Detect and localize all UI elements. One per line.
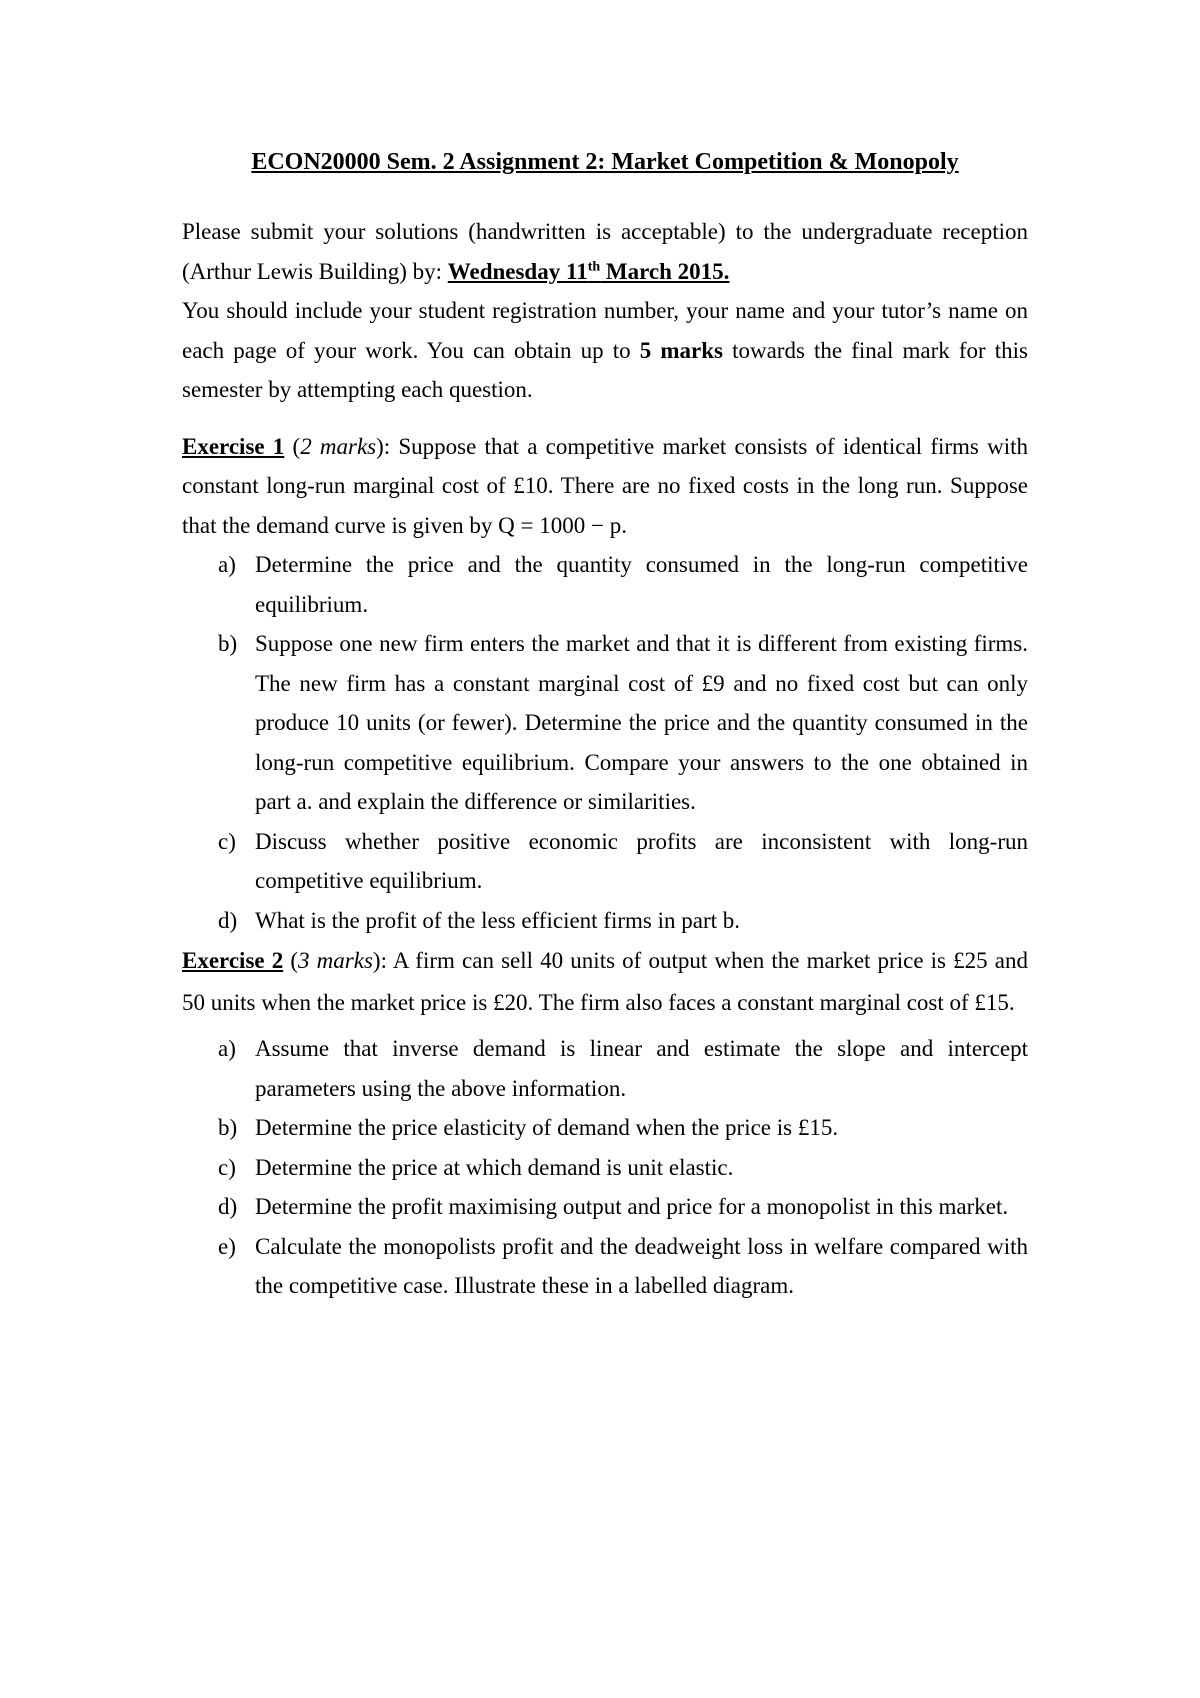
exercise-1-marks: 2 marks: [300, 433, 377, 459]
question-text: Suppose one new firm enters the market and that it is different from existing firms. The new firm has a constant marginal cost of £9 and no fixed cost but can only produce 10 units (or fewer). Determine the price and the quantity consumed in the long-run competitive equilibrium. Compare your answers to the one obtained in part a. and explain the difference or similarities.: [255, 631, 1028, 814]
list-item: [182, 1187, 1028, 1227]
exercise-1-questions: [182, 545, 1028, 940]
exercise-2-heading: Exercise 2: [182, 948, 284, 973]
question-label: d): [218, 1194, 238, 1219]
deadline-day: Wednesday 11: [447, 258, 588, 284]
question-label: c): [218, 828, 236, 854]
question-label: b): [218, 631, 238, 656]
question-text: Assume that inverse demand is linear and estimate the slope and intercept parameters using the above information.: [255, 1036, 1028, 1101]
question-text: What is the profit of the less efficient firms in part b.: [255, 907, 740, 933]
registration-text: You should include your student registration number, your name and your tutor’s name on each page of your work. You can obtain up to: [182, 298, 1028, 363]
exercise-1-statement: Exercise 1 (2 marks): Suppose that a competitive market consists of identical firms with constant long-run marginal cost of £10. There are no fixed costs in the long run. Suppose that the demand curve is given by Q = 1000 − p.: [182, 433, 1028, 538]
exercise-1-text: Suppose that a competitive market consists of identical firms with constant long-run marginal cost of £10. There are no fixed costs in the long run. Suppose that the demand curve is given by Q = 1000 − p.: [182, 433, 1028, 538]
question-label: a): [218, 552, 236, 577]
exercise-2-text: A firm can sell 40 units of output when the market price is £25 and 50 units when the market price is £20. The firm also faces a constant marginal cost of £15.: [182, 948, 1028, 1015]
list-item: [182, 1227, 1028, 1306]
registration-text-end: towards the final mark for this semester by attempting each question.: [182, 337, 1028, 402]
list-item: [182, 901, 1028, 941]
list-item: [182, 822, 1028, 901]
question-label: d): [218, 907, 238, 933]
submission-instructions: [182, 212, 1028, 410]
question-label: c): [218, 1154, 236, 1180]
submission-text: Please submit your solutions (handwritten is acceptable) to the undergraduate reception (Arthur Lewis Building) by:: [182, 219, 1028, 284]
marks-emphasis: 5 marks: [639, 337, 723, 363]
exercise-2-questions: [182, 1029, 1028, 1306]
list-item: [182, 1108, 1028, 1148]
question-label: a): [218, 1036, 236, 1061]
exercise-1-heading: Exercise 1: [182, 433, 285, 459]
list-item: [182, 624, 1028, 822]
list-item: [182, 1029, 1028, 1108]
question-text: Determine the profit maximising output and price for a monopolist in this market.: [255, 1194, 1009, 1219]
exercise-2-marks: 3 marks: [298, 948, 373, 973]
page-title: ECON20000 Sem. 2 Assignment 2: Market Competition & Monopoly: [251, 149, 959, 175]
list-item: [182, 1148, 1028, 1188]
question-text: Determine the price elasticity of demand when the price is £15.: [255, 1115, 839, 1140]
question-text: Discuss whether positive economic profits are inconsistent with long-run competitive equilibrium.: [255, 828, 1028, 893]
question-label: e): [218, 1233, 236, 1259]
question-label: b): [218, 1115, 238, 1140]
exercise-2-statement: Exercise 2 (3 marks): A firm can sell 40 units of output when the market price is £25 and 50 units when the market price is £20. The firm also faces a constant marginal cost of £15.: [182, 948, 1028, 1015]
question-text: Determine the price at which demand is unit elastic.: [255, 1154, 734, 1180]
deadline-superscript: th: [587, 258, 601, 274]
list-item: [182, 545, 1028, 624]
document-page: [182, 142, 1028, 1306]
deadline-month-year: March 2015.: [600, 258, 730, 284]
question-text: Determine the price and the quantity consumed in the long-run competitive equilibrium.: [255, 552, 1028, 617]
question-text: Calculate the monopolists profit and the deadweight loss in welfare compared with the competitive case. Illustrate these in a labelled diagram.: [255, 1233, 1028, 1298]
deadline: [448, 259, 730, 284]
